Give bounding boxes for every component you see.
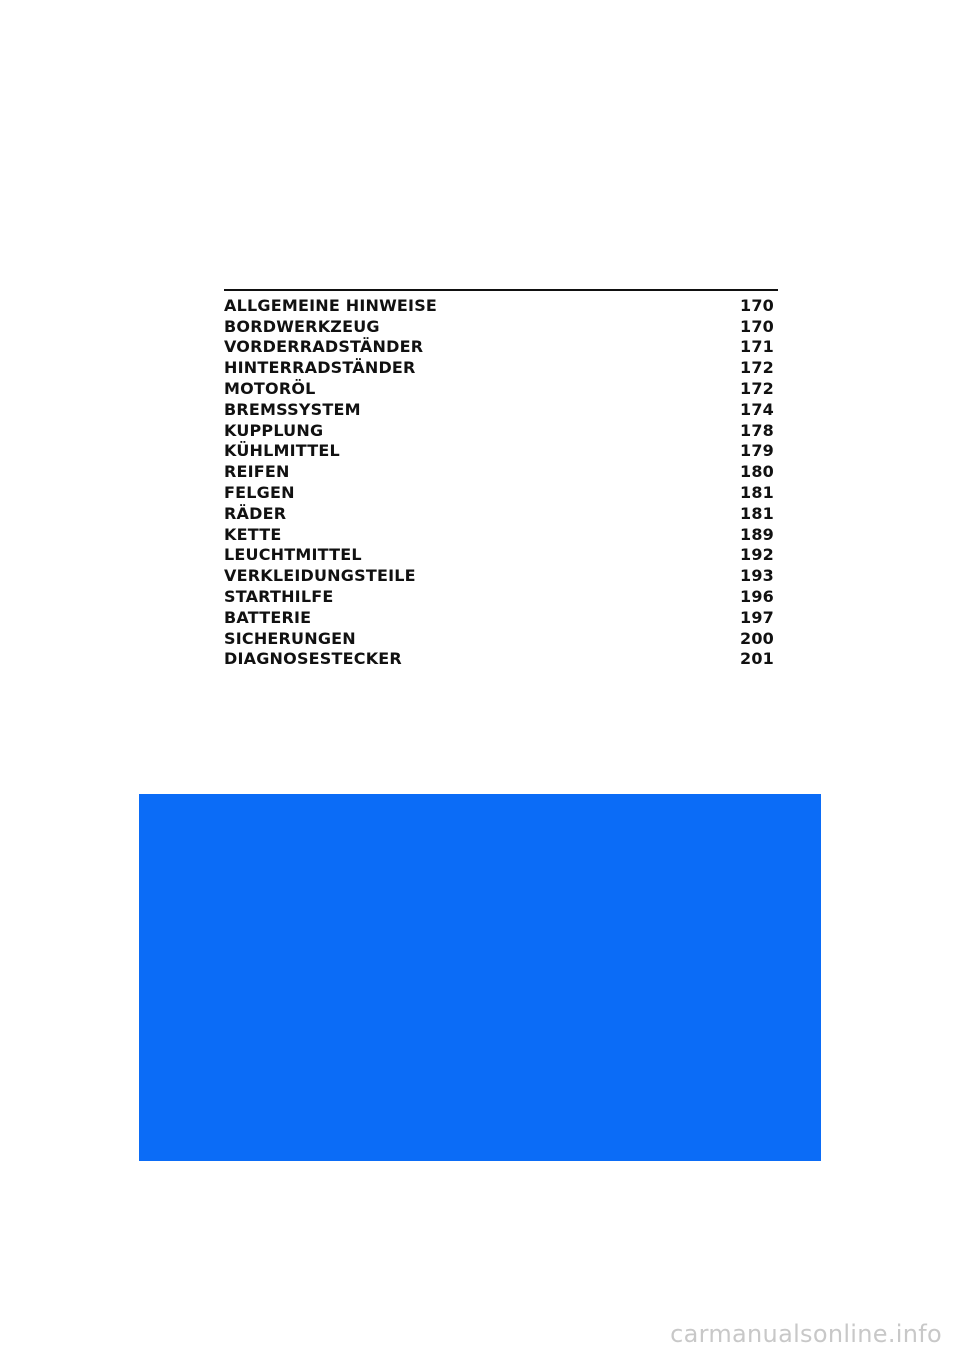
toc-entry-page: 196 — [740, 587, 774, 607]
toc-entry-title: RÄDER — [224, 503, 287, 523]
toc-entry-page: 172 — [740, 358, 774, 378]
toc-entry-title: VORDERRADSTÄNDER — [224, 337, 424, 357]
toc-entry-title: HINTERRADSTÄNDER — [224, 358, 416, 378]
watermark-text: carmanualsonline.info — [670, 1320, 942, 1348]
toc-entry-felgen[interactable] — [224, 482, 778, 503]
toc-entry-title: KÜHLMITTEL — [224, 441, 340, 461]
toc-entry-kupplung[interactable] — [224, 420, 778, 441]
table-of-contents — [224, 289, 778, 669]
toc-entry-title: STARTHILFE — [224, 587, 334, 607]
toc-entry-page: 174 — [740, 399, 774, 419]
toc-entry-kette[interactable] — [224, 524, 778, 545]
toc-entry-leuchtmittel[interactable] — [224, 545, 778, 566]
toc-entry-batterie[interactable] — [224, 607, 778, 628]
toc-entry-page: 193 — [740, 566, 774, 586]
toc-entry-kuehlmittel[interactable] — [224, 441, 778, 462]
toc-entry-title: BATTERIE — [224, 607, 312, 627]
toc-entry-bremssystem[interactable] — [224, 399, 778, 420]
toc-entry-page: 181 — [740, 503, 774, 523]
toc-entry-title: KUPPLUNG — [224, 420, 324, 440]
toc-entry-title: VERKLEIDUNGSTEILE — [224, 566, 416, 586]
toc-entry-allgemeine-hinweise[interactable] — [224, 295, 778, 316]
toc-entry-diagnosestecker[interactable] — [224, 649, 778, 670]
toc-entry-page: 201 — [740, 649, 774, 669]
toc-entry-title: LEUCHTMITTEL — [224, 545, 362, 565]
toc-entry-title: FELGEN — [224, 483, 295, 503]
toc-entry-page: 179 — [740, 441, 774, 461]
toc-entry-page: 171 — [740, 337, 774, 357]
toc-entry-page: 192 — [740, 545, 774, 565]
toc-entry-title: MOTORÖL — [224, 379, 316, 399]
toc-entry-title: SICHERUNGEN — [224, 628, 356, 648]
toc-entry-starthilfe[interactable] — [224, 586, 778, 607]
toc-entry-page: 178 — [740, 420, 774, 440]
toc-entry-sicherungen[interactable] — [224, 628, 778, 649]
toc-entry-title: DIAGNOSESTECKER — [224, 649, 402, 669]
chapter-color-panel — [139, 794, 821, 1161]
toc-entry-title: BREMSSYSTEM — [224, 399, 361, 419]
toc-entry-page: 200 — [740, 628, 774, 648]
toc-entry-vorderradstaender[interactable] — [224, 337, 778, 358]
toc-entry-title: ALLGEMEINE HINWEISE — [224, 295, 438, 315]
toc-entry-page: 189 — [740, 524, 774, 544]
toc-entry-hinterradstaender[interactable] — [224, 357, 778, 378]
toc-entry-page: 170 — [740, 316, 774, 336]
toc-entry-page: 172 — [740, 379, 774, 399]
toc-entry-verkleidungsteile[interactable] — [224, 565, 778, 586]
toc-entry-motoroel[interactable] — [224, 378, 778, 399]
toc-entry-reifen[interactable] — [224, 461, 778, 482]
toc-entry-page: 170 — [740, 295, 774, 315]
toc-entry-title: REIFEN — [224, 462, 290, 482]
toc-entry-bordwerkzeug[interactable] — [224, 316, 778, 337]
toc-entry-title: BORDWERKZEUG — [224, 316, 380, 336]
toc-entry-page: 197 — [740, 607, 774, 627]
toc-entry-page: 181 — [740, 483, 774, 503]
toc-entry-page: 180 — [740, 462, 774, 482]
toc-entry-raeder[interactable] — [224, 503, 778, 524]
toc-entry-title: KETTE — [224, 524, 282, 544]
